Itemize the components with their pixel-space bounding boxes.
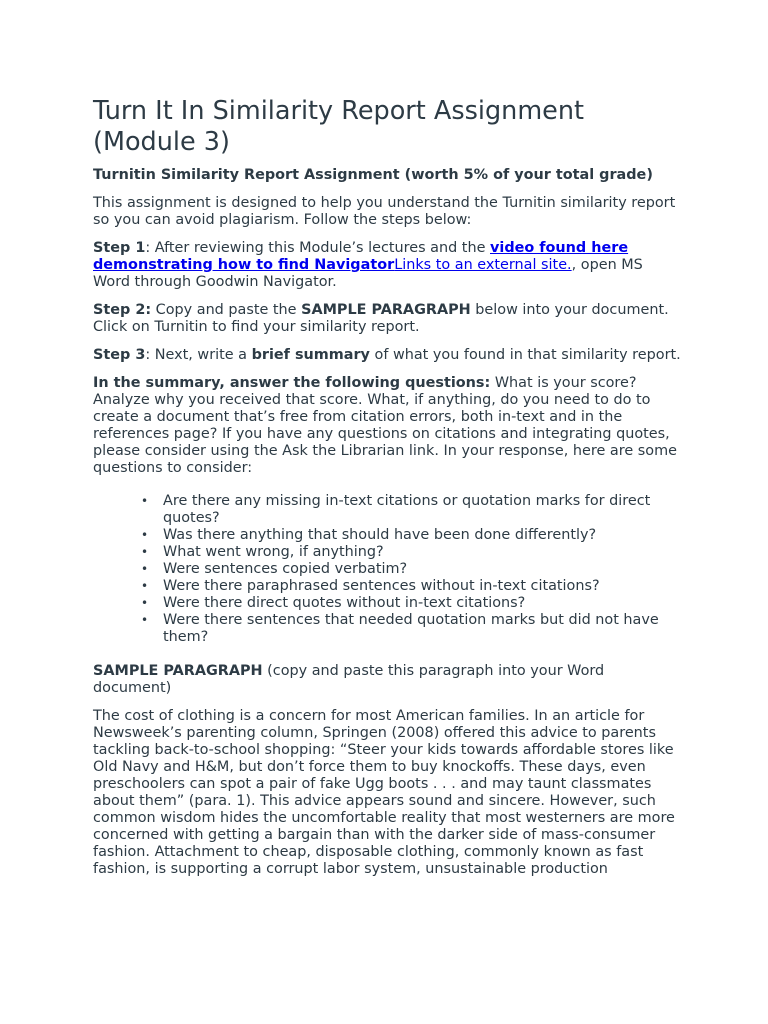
question-text: What went wrong, if anything? bbox=[163, 544, 384, 560]
question-text: Were there paraphrased sentences without in-text citations? bbox=[163, 578, 600, 594]
navigator-video-link[interactable]: video found here demonstrating how to find Navigator bbox=[93, 240, 629, 273]
subtitle-text: Turnitin Similarity Report Assignment (worth 5% of your total grade) bbox=[93, 167, 653, 183]
question-text: Were sentences copied verbatim? bbox=[163, 561, 408, 577]
questions-list bbox=[93, 493, 683, 646]
step-1-text-after: , open MS Word through Goodwin Navigator. bbox=[93, 257, 643, 290]
bullet-icon: • bbox=[141, 494, 149, 508]
list-item bbox=[141, 595, 683, 612]
step-3-text-before: : Next, write a bbox=[145, 347, 252, 363]
step-2-paragraph bbox=[93, 302, 683, 336]
summary-bold-text: In the summary, answer the following questions: bbox=[93, 375, 491, 391]
step-3-label: Step 3 bbox=[93, 347, 146, 363]
bullet-icon: • bbox=[141, 562, 149, 576]
question-text: Was there anything that should have been done differently? bbox=[163, 527, 597, 543]
step-1-label: Step 1 bbox=[93, 240, 146, 256]
question-text: Were there direct quotes without in-text citations? bbox=[163, 595, 526, 611]
summary-text: What is your score? Analyze why you received that score. What, if anything, do you need to do to create a document that’s free from citation errors, both in-text and in the references page? If you have any questions on citations and integrating quotes, please consider using the Ask the Librarian link. In your response, here are some questions to consider: bbox=[93, 375, 677, 476]
sample-heading bbox=[93, 663, 683, 697]
assignment-page bbox=[93, 96, 683, 889]
bullet-icon: • bbox=[141, 596, 149, 610]
step-1-paragraph bbox=[93, 240, 683, 291]
question-text: Are there any missing in-text citations or quotation marks for direct quotes? bbox=[163, 493, 651, 526]
bullet-icon: • bbox=[141, 528, 149, 542]
summary-paragraph bbox=[93, 375, 683, 477]
step-1-text-before: : After reviewing this Module’s lectures and the bbox=[145, 240, 490, 256]
sample-heading-text: (copy and paste this paragraph into your Word document) bbox=[93, 663, 605, 696]
step-3-bold-text: brief summary bbox=[251, 347, 370, 363]
page-title: Turn It In Similarity Report Assignment (Module 3) bbox=[93, 96, 585, 157]
step-2-label: Step 2: bbox=[93, 302, 152, 318]
bullet-icon: • bbox=[141, 545, 149, 559]
sample-paragraph: The cost of clothing is a concern for most American families. In an article for Newsweek’s parenting column, Springen (2008) offered this advice to parents tackling back-to-school shopping: “Steer your kids towards affordable stores like Old Navy and H&M, but don’t force them to buy knockoffs. These days, even preschoolers can spot a pair of fake Ugg boots . . . and may taunt classmates about them” (para. 1). This advice appears sound and sincere. However, such common wisdom hides the uncomfortable reality that most westerners are more concerned with getting a bargain than with the darker side of mass-consumer fashion. Attachment to cheap, disposable clothing, commonly known as fast fashion, is supporting a corrupt labor system, unsustainable production bbox=[93, 708, 675, 877]
step-3-text-after: of what you found in that similarity report. bbox=[369, 347, 681, 363]
step-2-text-after: below into your document. Click on Turnitin to find your similarity report. bbox=[93, 302, 669, 335]
step-2-bold-text: SAMPLE PARAGRAPH bbox=[301, 302, 471, 318]
list-item bbox=[141, 493, 683, 527]
bullet-icon: • bbox=[141, 613, 149, 627]
list-item bbox=[141, 544, 683, 561]
external-site-link[interactable]: Links to an external site. bbox=[394, 257, 572, 273]
step-2-text-before: Copy and paste the bbox=[151, 302, 302, 318]
list-item bbox=[141, 527, 683, 544]
step-3-paragraph bbox=[93, 347, 683, 364]
bullet-icon: • bbox=[141, 579, 149, 593]
list-item bbox=[141, 578, 683, 595]
question-text: Were there sentences that needed quotation marks but did not have them? bbox=[163, 612, 659, 645]
list-item bbox=[141, 612, 683, 646]
list-item bbox=[141, 561, 683, 578]
sample-heading-bold: SAMPLE PARAGRAPH bbox=[93, 663, 263, 679]
assignment-subtitle bbox=[93, 167, 683, 184]
intro-paragraph: This assignment is designed to help you understand the Turnitin similarity report so you can avoid plagiarism. Follow the steps below: bbox=[93, 195, 676, 228]
